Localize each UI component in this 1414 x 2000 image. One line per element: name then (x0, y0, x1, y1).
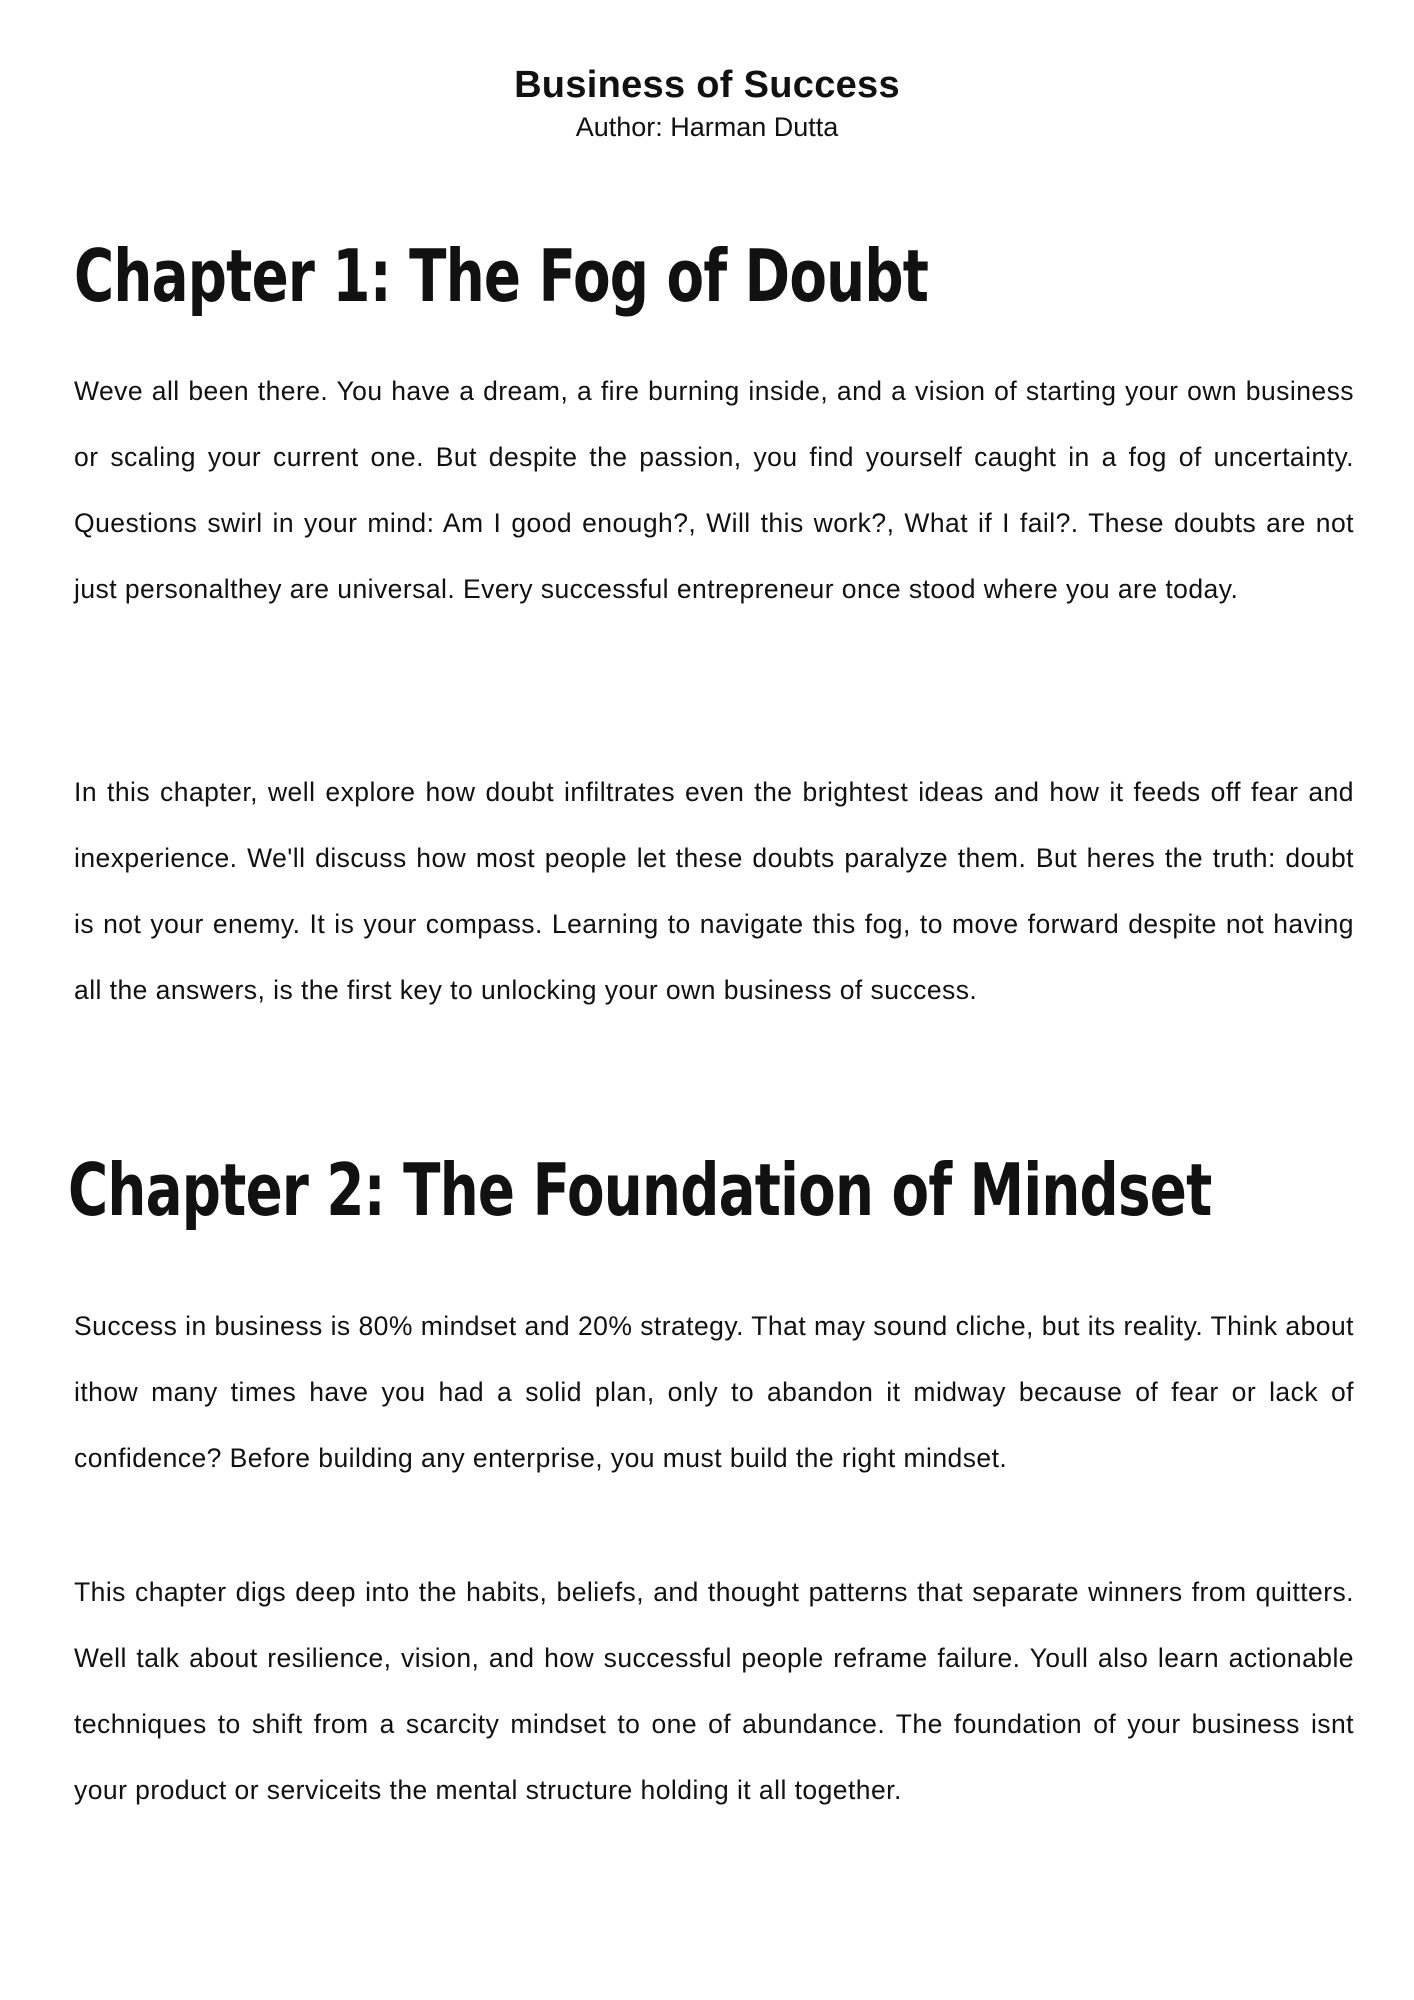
chapter-2-heading: Chapter 2: The Foundation of Mindset (68, 1148, 1212, 1232)
chapter-2-paragraph-2: This chapter digs deep into the habits, beliefs, and thought patterns that separate winners from quitters. Well talk about resilience, vision, and how successful people reframe failure. Youll also learn actionable techniques to shift from a scarcity mindset to one of abundance. The foundation of your business isnt your product or serviceits the mental structure holding it all together. (74, 1577, 1354, 1805)
document-title: Business of Success (514, 64, 900, 106)
document-author: Author: Harman Dutta (575, 112, 839, 142)
chapter-1-paragraph-1: Weve all been there. You have a dream, a fire burning inside, and a vision of starting your own business or scaling your current one. But despite the passion, you find yourself caught in a fog of uncertainty. Questions swirl in your mind: Am I good enough?, Will this work?, What if I fail?. These doubts are not just personalthey are universal. Every successful entrepreneur once stood where you are today. (74, 376, 1354, 604)
chapter-1-paragraph-2: In this chapter, well explore how doubt infiltrates even the brightest ideas and how it feeds off fear and inexperience. We'll discuss how most people let these doubts paralyze them. But heres the truth: doubt is not your enemy. It is your compass. Learning to navigate this fog, to move forward despite not having all the answers, is the first key to unlocking your own business of success. (74, 777, 1354, 1005)
document-header (0, 62, 1414, 144)
chapter-2-paragraph-1: Success in business is 80% mindset and 20% strategy. That may sound cliche, but its reality. Think about ithow many times have you had a solid plan, only to abandon it midway because of fear or lack of confidence? Before building any enterprise, you must build the right mindset. (74, 1311, 1354, 1473)
chapter-1-heading: Chapter 1: The Fog of Doubt (74, 234, 929, 318)
